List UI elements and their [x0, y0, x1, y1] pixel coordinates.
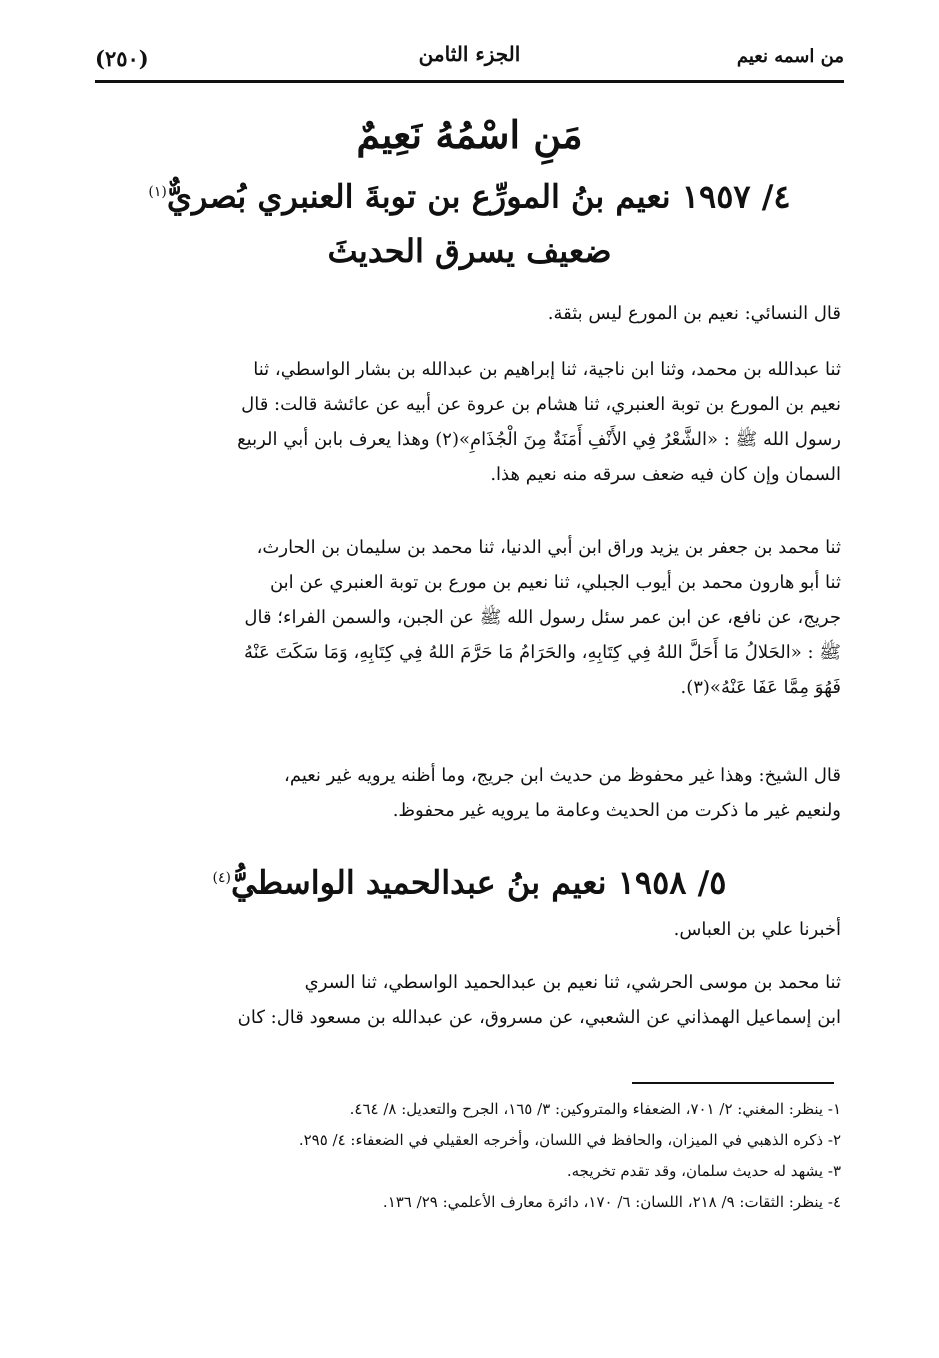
footnote-3: ٣- يشهد له حديث سلمان، وقد تقدم تخريجه.: [566, 1162, 841, 1180]
entry-heading-1958: [95, 856, 844, 905]
text-line: ثنا محمد بن جعفر بن يزيد وراق ابن أبي الدنيا، ثنا محمد بن سليمان بن الحارث،: [256, 537, 841, 558]
entry-heading-text: ٥/ ١٩٥٨ نعيم بنُ عبدالحميد الواسطيُّ: [230, 863, 727, 902]
text-line: ثنا أبو هارون محمد بن أيوب الجبلي، ثنا نعيم بن مورع بن توبة العنبري عن ابن: [269, 572, 841, 593]
header-rule: [95, 80, 844, 83]
paragraph-hadith-1: [98, 352, 841, 492]
footnote-ref: (١): [148, 184, 167, 200]
footnote-rule: [632, 1082, 834, 1084]
page-number: (٢٥٠): [95, 46, 149, 71]
paragraph-hadith-2: [98, 530, 841, 705]
text-line: نعيم بن المورع بن توبة العنبري، ثنا هشام بن عروة عن أبيه عن عائشة قالت: قال: [241, 394, 841, 415]
text-line: السمان وإن كان فيه ضعف سرقه منه نعيم هذا.: [490, 464, 841, 485]
text-line: ابن إسماعيل الهمذاني عن الشعبي، عن مسروق، عن عبدالله بن مسعود قال: كان: [237, 1007, 841, 1028]
text-line: قال الشيخ: وهذا غير محفوظ من حديث ابن جريج، وما أظنه يرويه غير نعيم،: [284, 765, 841, 786]
footnotes: [98, 1094, 841, 1218]
part-title: الجزء الثامن: [418, 42, 521, 66]
footnote-2: ٢- ذكره الذهبي في الميزان، والحافظ في اللسان، وأخرجه العقيلي في الضعفاء: ٤/ ٢٩٥.: [298, 1131, 841, 1149]
text-line: جريج، عن نافع، عن ابن عمر سئل رسول الله ﷺ عن الجبن، والسمن الفراء؛ قال: [244, 607, 841, 628]
text-line: ثنا عبدالله بن محمد، وثنا ابن ناجية، ثنا إبراهيم بن عبدالله بن بشار الواسطي، ثنا: [253, 359, 841, 380]
text-line: أخبرنا علي بن العباس.: [673, 919, 841, 940]
paragraph-hadith-3: [98, 965, 841, 1035]
running-header: [95, 40, 844, 80]
section-running-title: من اسمه نعيم: [736, 46, 844, 67]
text-line: رسول الله ﷺ : «الشَّعْرُ فِي الأَنْفِ أَمَنَةٌ مِنَ الْجُذَامِ»(٢) وهذا يعرف بابن أبي الربيع: [237, 429, 841, 450]
paragraph-akhbarana: [98, 912, 841, 947]
entry-heading-1957: [95, 170, 844, 219]
text-line: ثنا محمد بن موسى الحرشي، ثنا نعيم بن عبدالحميد الواسطي، ثنا السري: [304, 972, 841, 993]
text-line: قال النسائي: نعيم بن المورع ليس بثقة.: [547, 303, 841, 324]
paragraph-shaykh: [98, 758, 841, 828]
text-line: فَهُوَ مِمَّا عَفَا عَنْهُ»(٣).: [680, 677, 841, 698]
footnote-ref: (٤): [212, 870, 231, 886]
entry-subheading: ضعيف يسرق الحديثَ: [327, 232, 612, 270]
text-line: ولنعيم غير ما ذكرت من الحديث وعامة ما يرويه غير محفوظ.: [392, 800, 841, 821]
footnote-1: ١- ينظر: المغني: ٢/ ٧٠١، الضعفاء والمتروكين: ٣/ ١٦٥، الجرح والتعديل: ٨/ ٤٦٤.: [349, 1100, 841, 1118]
entry-heading-text: ٤/ ١٩٥٧ نعيم بنُ المورِّع بن توبةَ العنبري بُصريٌّ: [166, 177, 791, 216]
section-title: مَنِ اسْمُهُ نَعِيمٌ: [356, 112, 583, 157]
paragraph-nasai: [98, 296, 841, 331]
text-line: ﷺ : «الحَلالُ مَا أَحَلَّ اللهُ فِي كِتَابِهِ، والحَرَامُ مَا حَرَّمَ اللهُ فِي كِتَابِهِ، وَمَا سَكَتَ عَنْهُ: [243, 642, 841, 663]
footnote-4: ٤- ينظر: الثقات: ٩/ ٢١٨، اللسان: ٦/ ١٧٠، دائرة معارف الأعلمي: ٢٩/ ١٣٦.: [382, 1193, 841, 1211]
